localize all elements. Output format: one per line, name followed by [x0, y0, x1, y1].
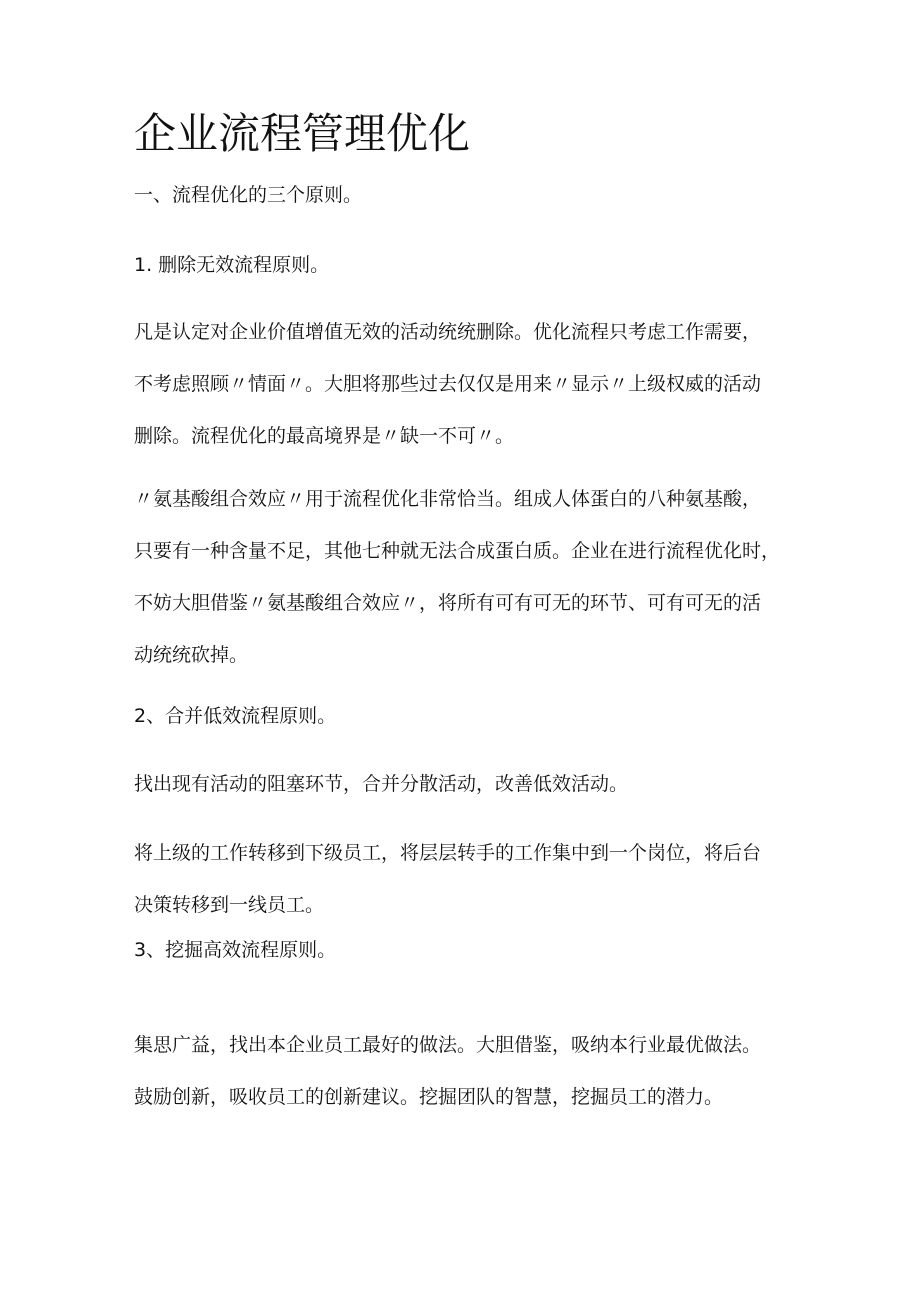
principle-1-paragraph-2 — [134, 473, 814, 681]
paragraph-line: 鼓励创新，吸收员工的创新建议。挖掘团队的智慧，挖掘员工的潜力。 — [134, 1086, 724, 1108]
principle-3-heading: 3、挖掘高效流程原则。 — [134, 939, 337, 961]
paragraph-line: 将上级的工作转移到下级员工，将层层转手的工作集中到一个岗位，将后台 — [134, 842, 762, 864]
paragraph-line: 删除。流程优化的最高境界是〃缺一不可〃。 — [134, 425, 515, 447]
document-title: 企业流程管理优化 — [134, 109, 471, 158]
principle-2-heading: 2、合并低效流程原则。 — [134, 705, 337, 727]
paragraph-line: 不妨大胆借鉴〃氨基酸组合效应〃，将所有可有可无的环节、可有可无的活 — [134, 592, 762, 614]
paragraph-line: 只要有一种含量不足，其他七种就无法合成蛋白质。企业在进行流程优化时， — [134, 540, 781, 562]
paragraph-line: 不考虑照顾〃情面〃。大胆将那些过去仅仅是用来〃显示〃上级权威的活动 — [134, 373, 762, 395]
paragraph-line: 动统统砍掉。 — [134, 644, 249, 666]
section-heading: 一、流程优化的三个原则。 — [134, 184, 363, 206]
paragraph-line: 〃氨基酸组合效应〃用于流程优化非常恰当。组成人体蛋白的八种氨基酸， — [134, 488, 762, 510]
paragraph-line: 凡是认定对企业价值增值无效的活动统统删除。优化流程只考虑工作需要， — [134, 321, 762, 343]
principle-1-paragraph-1 — [134, 306, 814, 462]
principle-2-paragraph-1 — [134, 758, 814, 810]
principle-2-paragraph-2 — [134, 827, 814, 931]
paragraph-line: 决策转移到一线员工。 — [134, 894, 325, 916]
paragraph-line: 找出现有活动的阻塞环节，合并分散活动，改善低效活动。 — [134, 773, 629, 795]
paragraph-line: 集思广益，找出本企业员工最好的做法。大胆借鉴，吸纳本行业最优做法。 — [134, 1034, 762, 1056]
principle-1-heading: 1. 删除无效流程原则。 — [134, 254, 330, 276]
principle-3-paragraph-1 — [134, 1019, 814, 1123]
